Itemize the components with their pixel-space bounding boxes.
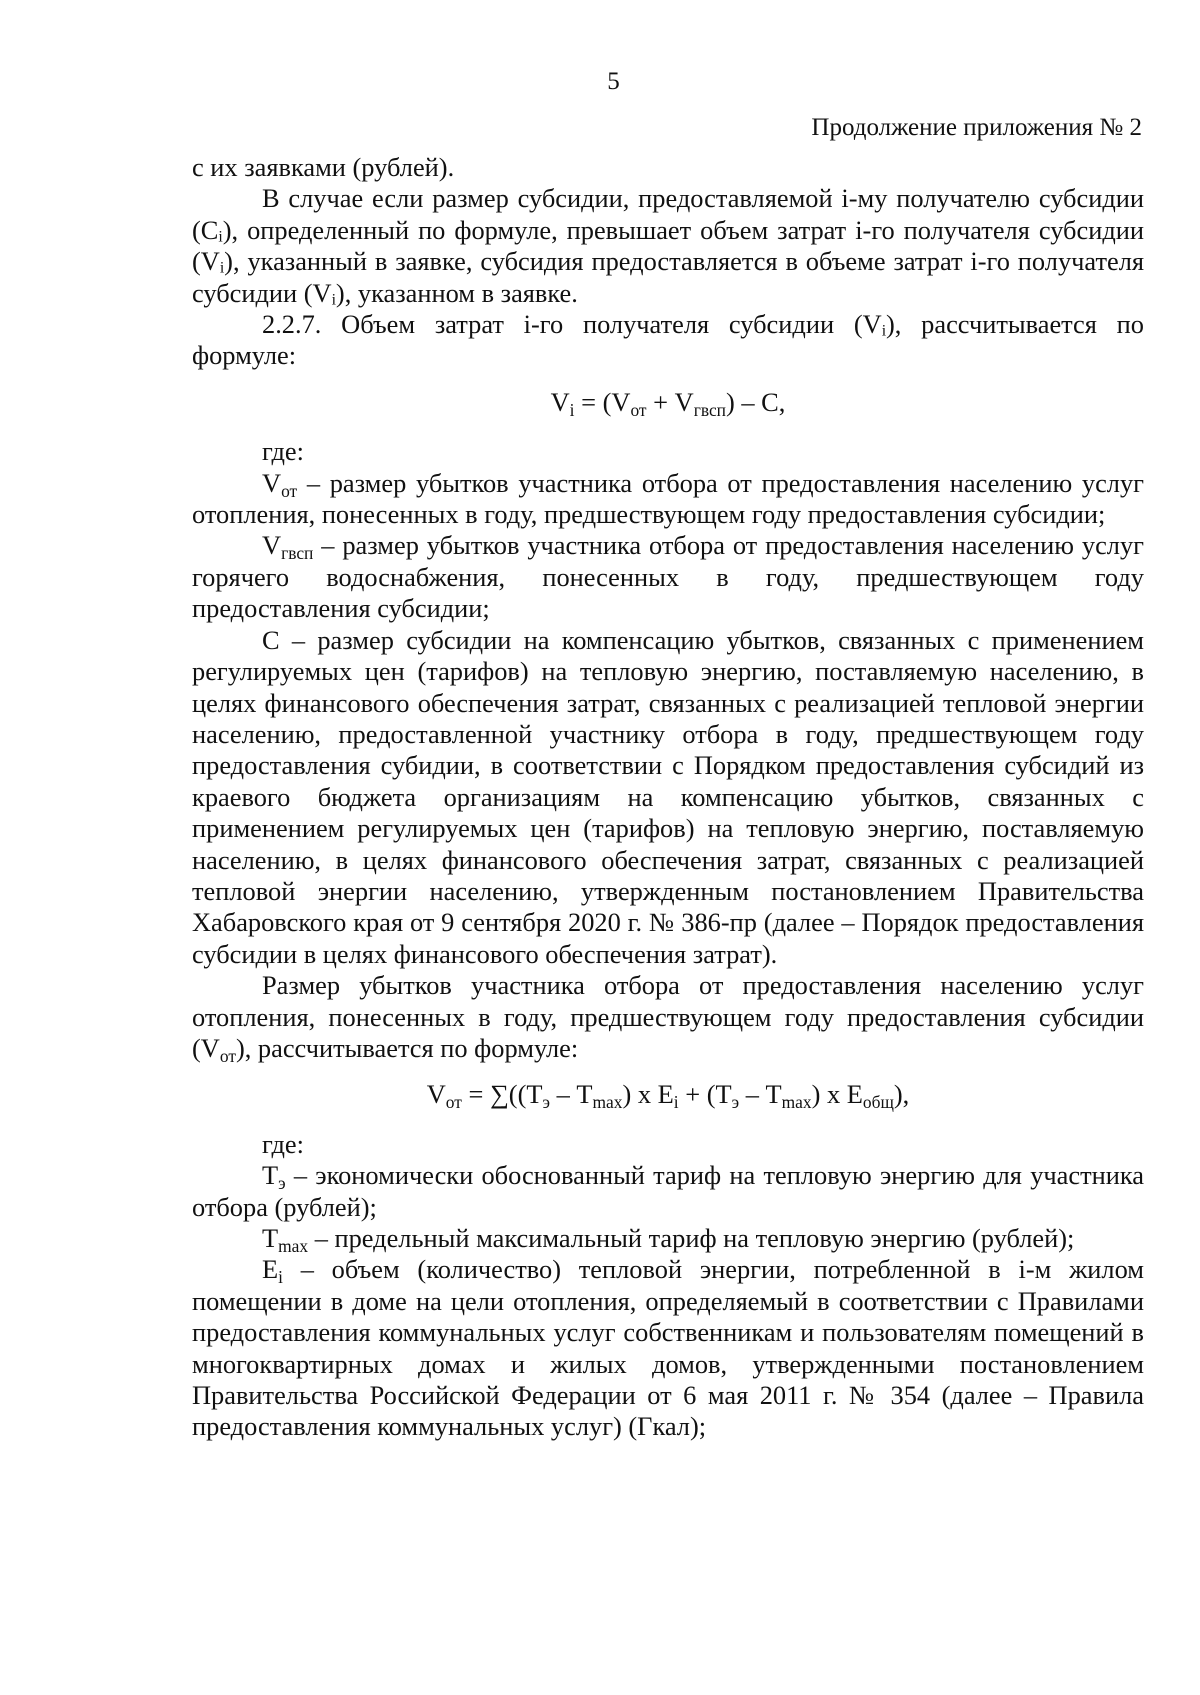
where-label: где: [262,1128,304,1159]
paragraph-heating-losses: Размер убытков участника отбора от предоставления населению услуг отопления, понесенных в году, предшествующем году предоставления субсидии $(V_{от})$, рассчитывается по формуле: [192,970,1144,1066]
where-label: где: [262,436,304,467]
definition-c: C – размер субсидии на компенсацию убытков, связанных с применением регулируемых цен (тарифов) на тепловую энергию, поставляемую населению, в целях финансового обеспечения затрат, связанных с реализацией тепловой энергии населению, предоставленной участнику отбора в году, предшествующем году предоставления субидии, в соответствии с Порядком предоставления субсидий из краевого бюджета организациям на компенсацию убытков, связанных с применением регулируемых цен (тарифов) на тепловую энергию, поставляемую населению, в целях финансового обеспечения затрат, связанных с реализацией тепловой энергии населению, утвержденным постановлением Правительства Хабаровского края от 9 сентября 2020 г. № 386-пр (далее – Порядок предоставления субсидии в целях финансового обеспечения затрат). [192,624,1144,969]
definition-t-max: $T_{max}$ – предельный максимальный тариф на тепловую энергию (рублей); [262,1223,1075,1256]
definition-v-ot: $V_{от}$ – размер убытков участника отбора от предоставления населению услуг отопления, понесенных в году, предшествующем году предоставления субсидии; [192,467,1144,530]
formula-vi: $V_i = (V_{от} + V_{гвсп}) - C$, [550,386,786,420]
paragraph-applications-end: с их заявками (рублей). [192,152,455,182]
paragraph-2-2-7: 2.2.7. Объем затрат i-го получателя субсидии (Vᵢ), рассчитывается по формуле: [192,309,1144,371]
page-number: 5 [607,68,620,95]
formula-v-ot: $V_{от} = \sum((T_э - T_{max})$ x $E_i + (T_э - T_{max})$ x $E_{общ}$), [426,1079,910,1113]
paragraph-subsidy-limit: В случае если размер субсидии, предоставляемой i-му получателю субсидии (Cᵢ), определенный по формуле, превышает объем затрат i-го получателя субсидии (Vᵢ), указанный в заявке, субсидия предоставляется в объеме затрат i-го получателя субсидии (Vᵢ), указанном в заявке. [192,183,1144,308]
definition-e-i: $E_i$ – объем (количество) тепловой энергии, потребленной в i-м жилом помещении в доме на цели отопления, определяемый в соответствии с Правилами предоставления коммунальных услуг собственникам и пользователям помещений в многоквартирных домах и жилых домов, утвержденными постановлением Правительства Российской Федерации от 6 мая 2011 г. № 354 (далее – Правила предоставления коммунальных услуг) (Гкал); [192,1254,1144,1442]
definition-v-gvsp: $V_{гвсп}$ – размер убытков участника отбора от предоставления населению услуг горячего водоснабжения, понесенных в году, предшествующем году предоставления субсидии; [192,530,1144,624]
definition-t-e: $T_э$ – экономически обоснованный тариф на тепловую энергию для участника отбора (рублей); [192,1160,1144,1222]
document-body [192,152,1144,1443]
appendix-continuation-header: Продолжение приложения № 2 [811,114,1142,141]
